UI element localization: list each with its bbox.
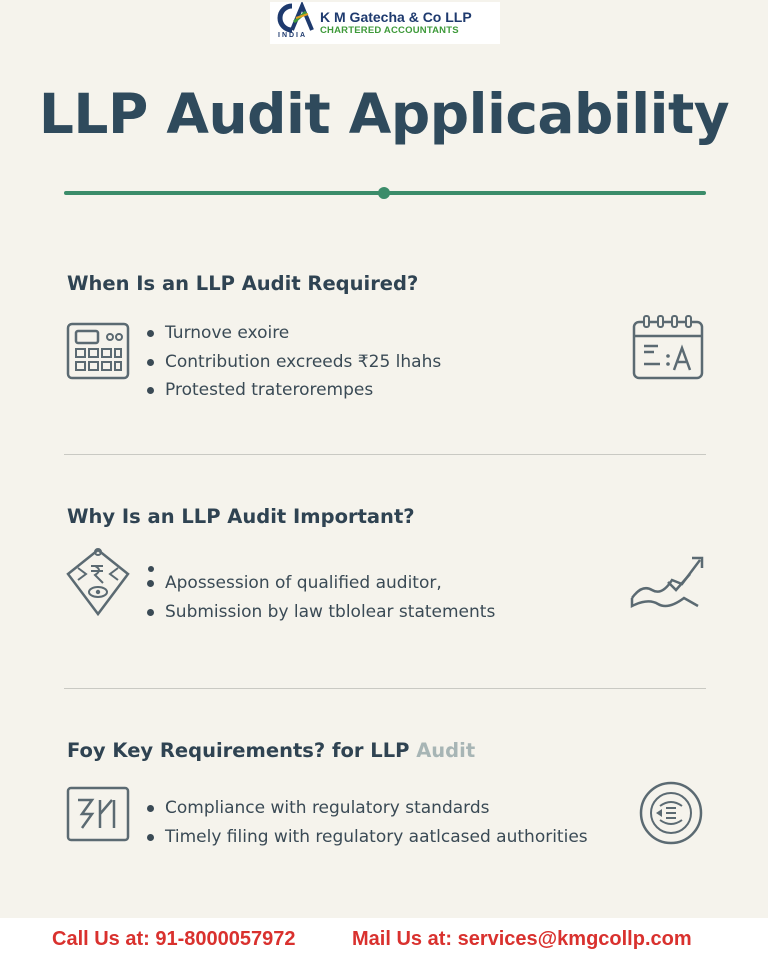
section-heading-important: Why Is an LLP Audit Important? <box>67 505 415 528</box>
heading-muted-text: Audit <box>416 739 476 762</box>
contact-footer <box>0 918 768 960</box>
title-underline-dot <box>378 187 390 199</box>
firm-name: K M Gatecha & Co LLP <box>320 8 472 25</box>
list-item: Turnove exoire <box>147 319 441 348</box>
list-item: Timely filing with regulatory aatlcased authorities <box>147 823 588 852</box>
growth-chart-icon <box>628 554 708 614</box>
call-us-link[interactable]: Call Us at: 91-8000057972 <box>52 928 296 950</box>
firm-logo <box>270 2 500 44</box>
list-item: Protested traterorempes <box>147 376 441 405</box>
tax-badge-icon <box>64 546 132 618</box>
required-bullet-list <box>147 319 441 405</box>
ca-logo-icon <box>270 2 316 44</box>
list-item: Submission by law tblolear statements <box>147 598 495 627</box>
page-title: LLP Audit Applicability <box>38 82 730 146</box>
section-heading-required: When Is an LLP Audit Required? <box>67 272 419 295</box>
important-bullet-list <box>147 569 495 626</box>
firm-subtitle: CHARTERED ACCOUNTANTS <box>320 25 459 37</box>
section-divider <box>64 688 706 689</box>
regulatory-seal-icon <box>638 780 704 846</box>
list-item: Contribution excreeds ₹25 lhahs <box>147 348 441 377</box>
section-heading-requirements <box>67 739 475 762</box>
heading-text: Foy Key Requirements? for LLP <box>67 739 417 762</box>
requirements-bullet-list <box>147 794 588 851</box>
calendar-icon <box>630 314 706 382</box>
mail-us-link[interactable]: Mail Us at: services@kmgcollp.com <box>352 928 692 950</box>
document-check-icon <box>66 786 130 842</box>
list-item: Apossession of qualified auditor, <box>147 569 495 598</box>
logo-country: INDIA <box>278 32 308 39</box>
section-divider <box>64 454 706 455</box>
list-item: Compliance with regulatory standards <box>147 794 588 823</box>
calculator-icon <box>66 322 130 380</box>
